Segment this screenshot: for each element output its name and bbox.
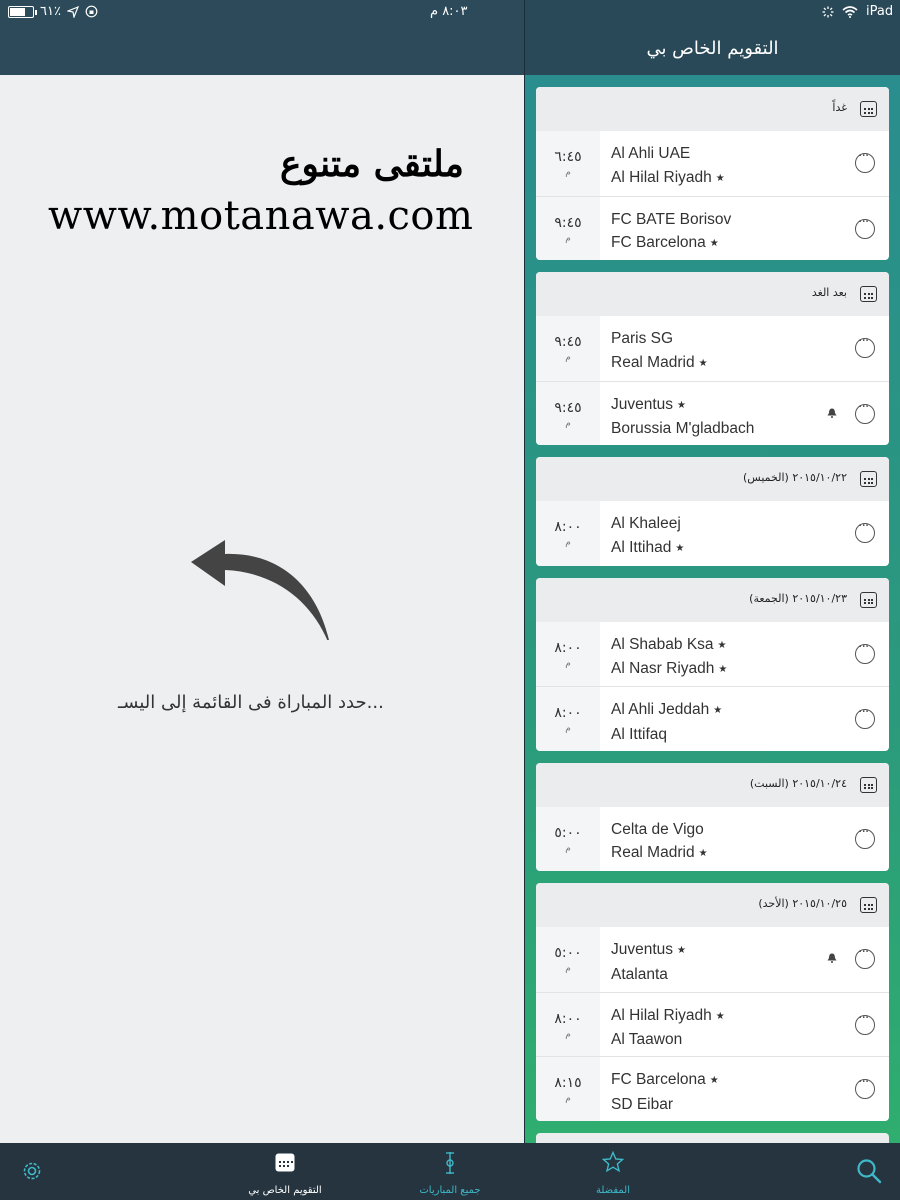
more-options-icon[interactable] xyxy=(855,338,875,358)
away-team xyxy=(611,657,727,682)
kickoff-time: ٨:١٥ xyxy=(554,1075,582,1091)
match-teams xyxy=(611,208,731,256)
match-teams xyxy=(611,393,754,441)
clock: ٨:٠٣ م xyxy=(430,4,468,19)
day-label: بعد الغد xyxy=(811,286,847,299)
home-team xyxy=(611,1004,725,1029)
calendar-grid-icon xyxy=(860,101,877,117)
day-label: ٢٠١٥/١٠/٢٢ (الخميس) xyxy=(743,471,847,484)
home-team xyxy=(611,142,725,166)
day-card-partial xyxy=(536,1133,889,1144)
favorite-star: ★ xyxy=(713,705,723,716)
watermark-url: www.motanawa.com xyxy=(48,193,474,239)
match-teams xyxy=(611,818,708,866)
match-time xyxy=(536,382,600,446)
favorite-star: ★ xyxy=(677,399,687,411)
away-team-name: Al Ittihad xyxy=(611,538,672,556)
bell-icon xyxy=(827,953,837,963)
day-card xyxy=(536,457,889,566)
day-label: ٢٠١٥/١٠/٢٤ (السبت) xyxy=(749,776,847,790)
home-team-name: Juventus xyxy=(611,941,674,958)
home-team-name: Celta de Vigo xyxy=(611,820,704,838)
time-suffix: م xyxy=(565,1029,571,1040)
home-team xyxy=(611,938,686,963)
more-options-icon[interactable] xyxy=(855,219,875,239)
kickoff-time: ٩:٤٥ xyxy=(554,334,582,350)
home-team xyxy=(611,512,684,536)
match-teams xyxy=(611,633,727,682)
more-options-icon[interactable] xyxy=(855,949,875,969)
more-options-icon[interactable] xyxy=(855,404,875,424)
time-suffix: م xyxy=(565,538,571,548)
day-header[interactable] xyxy=(536,763,889,807)
tab-my-calendar[interactable] xyxy=(235,1143,335,1200)
kickoff-time: ٩:٤٥ xyxy=(554,214,582,231)
wifi-icon xyxy=(842,6,858,18)
day-label: غداً xyxy=(832,101,847,114)
search-icon xyxy=(856,1158,882,1184)
day-card xyxy=(536,883,889,1121)
detail-pane xyxy=(0,75,524,1143)
calendar-grid-icon xyxy=(860,471,877,487)
tab-bar xyxy=(0,1143,900,1200)
match-time xyxy=(536,622,600,687)
match-teams xyxy=(611,327,708,375)
away-team xyxy=(611,166,725,191)
kickoff-time: ٦:٤٥ xyxy=(554,149,582,165)
more-options-icon[interactable] xyxy=(855,1015,875,1035)
home-team-name: Al Shabab Ksa xyxy=(611,635,714,653)
match-teams xyxy=(611,938,686,986)
match-time xyxy=(536,807,600,872)
favorite-star: ★ xyxy=(677,945,687,956)
match-time xyxy=(536,1057,600,1121)
tab-search[interactable] xyxy=(852,1143,888,1200)
match-row[interactable] xyxy=(536,927,889,992)
match-time xyxy=(536,316,600,381)
away-team xyxy=(611,841,708,866)
away-team-name: FC Barcelona xyxy=(611,234,706,251)
away-team-name: Real Madrid xyxy=(611,353,695,371)
match-teams xyxy=(611,512,684,560)
calendar-grid-icon xyxy=(860,777,877,793)
away-team xyxy=(611,231,731,256)
match-row[interactable] xyxy=(536,807,889,872)
battery-status xyxy=(8,4,98,19)
match-row[interactable] xyxy=(536,196,889,261)
day-header[interactable] xyxy=(536,883,889,927)
away-team-name: Al Nasr Riyadh xyxy=(611,660,715,677)
away-team-name: Borussia M'gladbach xyxy=(611,420,755,437)
page-title: التقويم الخاص بي xyxy=(646,38,779,59)
home-team xyxy=(611,1068,719,1093)
favorite-star: ★ xyxy=(715,1010,725,1022)
match-teams xyxy=(611,1004,725,1052)
favorite-star: ★ xyxy=(717,639,727,651)
tab-all-matches[interactable] xyxy=(410,1143,490,1200)
match-time xyxy=(536,131,600,196)
match-row[interactable] xyxy=(536,992,889,1057)
home-team xyxy=(611,393,754,418)
time-suffix: م xyxy=(565,843,571,854)
home-team-name: Al Ahli Jeddah xyxy=(611,701,710,718)
favorite-star: ★ xyxy=(675,542,685,554)
rotation-lock-icon xyxy=(85,5,98,18)
away-team xyxy=(611,351,708,376)
match-row[interactable] xyxy=(536,381,889,446)
time-suffix: م xyxy=(565,658,571,669)
home-team xyxy=(611,633,727,658)
away-team xyxy=(611,723,722,747)
curved-arrow-icon xyxy=(185,530,335,640)
more-options-icon[interactable] xyxy=(855,829,875,849)
calendar-grid-icon xyxy=(275,1153,295,1172)
favorite-star: ★ xyxy=(698,848,708,859)
favorite-star: ★ xyxy=(709,1075,719,1086)
kickoff-time: ٨:٠٠ xyxy=(554,705,582,721)
away-team xyxy=(611,1028,725,1052)
tab-favorites[interactable] xyxy=(583,1143,643,1200)
time-suffix: م xyxy=(565,418,571,429)
empty-state-hint: حدد المباراة فى القائمة إلى اليسـ... xyxy=(118,692,384,713)
more-options-icon[interactable] xyxy=(855,709,875,729)
home-team xyxy=(611,208,731,232)
kickoff-time: ٥:٠٠ xyxy=(554,945,582,961)
gear-icon xyxy=(20,1159,44,1183)
time-suffix: م xyxy=(565,964,571,974)
location-arrow-icon xyxy=(67,6,79,18)
match-time xyxy=(536,197,600,261)
home-team-name: FC BATE Borisov xyxy=(611,210,732,228)
more-options-icon[interactable] xyxy=(855,1079,875,1099)
tab-all-matches-label: جميع المباريات xyxy=(419,1185,481,1196)
home-team-name: Al Khaleej xyxy=(611,515,681,532)
day-card xyxy=(536,272,889,445)
kickoff-time: ٨:٠٠ xyxy=(554,1010,582,1027)
tab-my-calendar-label: التقويم الخاص بي xyxy=(248,1185,322,1196)
home-team xyxy=(611,698,722,723)
time-suffix: م xyxy=(565,1094,571,1104)
away-team xyxy=(611,536,684,561)
favorite-star: ★ xyxy=(715,172,725,184)
away-team-name: Real Madrid xyxy=(611,844,695,861)
match-teams xyxy=(611,142,725,190)
favorite-star: ★ xyxy=(709,238,719,249)
match-time xyxy=(536,501,600,566)
more-options-icon[interactable] xyxy=(855,153,875,173)
day-card xyxy=(536,87,889,260)
bell-icon xyxy=(827,408,837,418)
battery-icon xyxy=(8,6,34,18)
kickoff-time: ٨:٠٠ xyxy=(554,639,582,656)
day-label: ٢٠١٥/١٠/٢٣ (الجمعة) xyxy=(749,591,847,605)
more-options-icon[interactable] xyxy=(855,644,875,664)
day-card xyxy=(536,578,889,751)
calendar-grid-icon xyxy=(860,897,877,913)
away-team-name: Al Ittifaq xyxy=(611,725,667,743)
match-row[interactable] xyxy=(536,131,889,196)
calendar-grid-icon xyxy=(860,592,877,608)
tab-favorites-label: المفضلة xyxy=(595,1185,630,1196)
day-header[interactable] xyxy=(536,457,889,501)
away-team xyxy=(611,1093,719,1117)
day-header[interactable] xyxy=(536,272,889,316)
kickoff-time: ٥:٠٠ xyxy=(554,824,582,841)
day-header[interactable] xyxy=(536,87,889,131)
home-team-name: Juventus xyxy=(611,395,674,413)
home-team xyxy=(611,327,708,351)
home-team-name: Paris SG xyxy=(611,330,674,347)
match-teams xyxy=(611,1068,719,1116)
schedule-list[interactable] xyxy=(525,75,900,1143)
day-header[interactable] xyxy=(536,578,889,622)
device-status xyxy=(822,4,893,19)
kickoff-time: ٩:٤٥ xyxy=(554,399,582,416)
kickoff-time: ٨:٠٠ xyxy=(554,519,582,535)
match-row[interactable] xyxy=(536,1056,889,1121)
away-team-name: SD Eibar xyxy=(611,1095,674,1113)
match-field-icon xyxy=(443,1152,457,1174)
calendar-grid-icon xyxy=(860,286,877,302)
time-suffix: م xyxy=(565,233,571,244)
home-team-name: FC Barcelona xyxy=(611,1071,706,1088)
away-team xyxy=(611,963,686,987)
favorite-star: ★ xyxy=(698,357,708,369)
tab-settings[interactable] xyxy=(12,1143,52,1200)
time-suffix: م xyxy=(565,724,571,734)
away-team-name: Al Taawon xyxy=(611,1031,683,1048)
watermark-arabic: ملتقى متنوع xyxy=(280,143,464,185)
match-row[interactable] xyxy=(536,316,889,381)
away-team xyxy=(611,417,754,441)
match-time xyxy=(536,993,600,1057)
match-row[interactable] xyxy=(536,686,889,751)
match-teams xyxy=(611,698,722,746)
home-team-name: Al Ahli UAE xyxy=(611,145,691,162)
time-suffix: م xyxy=(565,168,571,178)
star-icon xyxy=(602,1151,624,1173)
home-team-name: Al Hilal Riyadh xyxy=(611,1006,712,1024)
more-options-icon[interactable] xyxy=(855,523,875,543)
match-time xyxy=(536,927,600,992)
activity-spinner-icon xyxy=(822,6,834,18)
match-row[interactable] xyxy=(536,622,889,687)
device-name: iPad xyxy=(866,4,894,19)
day-label: ٢٠١٥/١٠/٢٥ (الأحد) xyxy=(758,897,847,910)
match-time xyxy=(536,687,600,751)
home-team xyxy=(611,818,708,842)
match-row[interactable] xyxy=(536,501,889,566)
time-suffix: م xyxy=(565,353,571,363)
battery-percent: ٦١٪ xyxy=(40,4,61,19)
away-team-name: Atalanta xyxy=(611,965,668,983)
away-team-name: Al Hilal Riyadh xyxy=(611,168,712,186)
favorite-star: ★ xyxy=(718,664,728,675)
day-card xyxy=(536,763,889,872)
